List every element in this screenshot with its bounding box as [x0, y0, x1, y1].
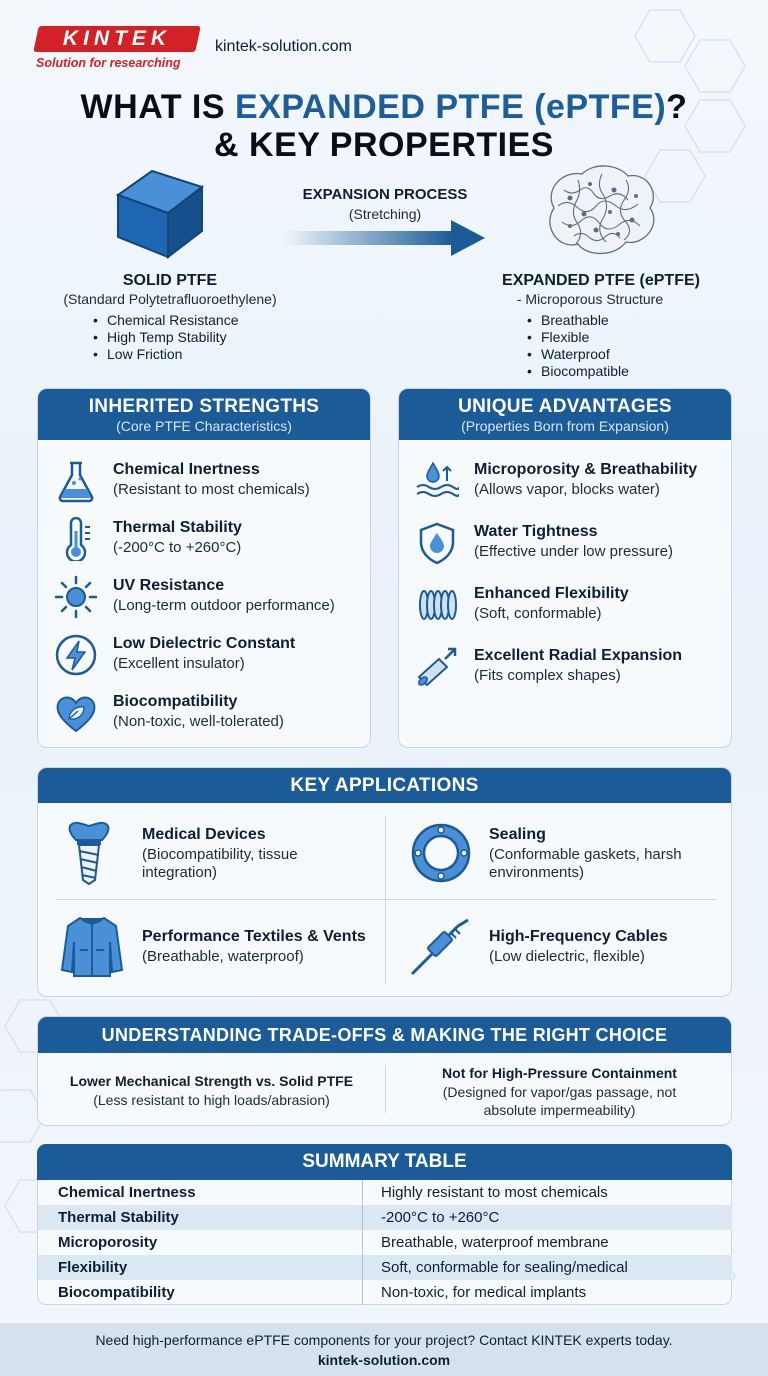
list-item: • High Temp Stability — [93, 329, 239, 346]
item-title: UV Resistance — [113, 577, 225, 594]
panel-header — [38, 768, 731, 803]
app-title: High-Frequency Cables — [489, 928, 668, 945]
eptfe-bullets — [527, 312, 629, 380]
app-title: Sealing — [489, 826, 546, 843]
solid-ptfe-title: SOLID PTFE — [122, 272, 218, 289]
logo-tagline: Solution for researching — [36, 56, 181, 70]
key-applications-panel — [37, 767, 732, 997]
vapor-drop-icon — [415, 459, 459, 503]
list-item: • Biocompatible — [527, 363, 629, 380]
app-title: Performance Textiles & Vents — [142, 928, 366, 945]
list-item — [399, 645, 731, 701]
app-desc-line1: (Low dielectric, flexible) — [489, 948, 645, 965]
cell-divider — [362, 1180, 363, 1205]
title-part1: WHAT IS — [80, 88, 236, 126]
tradeoff-right-title: Not for High-Pressure Containment — [442, 1065, 677, 1081]
tradeoff-right-desc2: absolute impermeability) — [483, 1102, 636, 1118]
heart-leaf-icon — [54, 691, 98, 735]
table-cell-value: Breathable, waterproof membrane — [381, 1234, 609, 1251]
table-cell-property: Thermal Stability — [58, 1209, 179, 1226]
list-item: • Flexible — [527, 329, 629, 346]
table-cell-value: Soft, conformable for sealing/medical — [381, 1259, 628, 1276]
list-item — [38, 459, 370, 515]
list-item — [399, 521, 731, 577]
tube-expand-icon — [415, 645, 459, 689]
panel-header — [38, 389, 370, 440]
app-desc-line2: environments) — [489, 864, 585, 881]
table-cell-property: Chemical Inertness — [58, 1184, 196, 1201]
header-site-link[interactable]: kintek-solution.com — [215, 38, 352, 55]
unique-advantages-panel — [398, 388, 732, 748]
item-title: Excellent Radial Expansion — [474, 647, 683, 664]
title-part2: ? — [666, 88, 688, 126]
item-title: Microporosity & Breathability — [474, 461, 698, 478]
list-item — [399, 583, 731, 639]
list-item — [38, 633, 370, 689]
item-title: Enhanced Flexibility — [474, 585, 629, 602]
gasket-icon — [410, 822, 472, 884]
panel-subtitle: (Properties Born from Expansion) — [461, 418, 669, 434]
item-desc: (Non-toxic, well-tolerated) — [113, 713, 284, 730]
page-title — [0, 88, 768, 127]
jacket-icon — [60, 914, 124, 980]
microporous-structure-icon — [540, 160, 662, 260]
list-item: • Breathable — [527, 312, 629, 329]
table-cell-property: Biocompatibility — [58, 1284, 175, 1301]
cell-divider — [362, 1255, 363, 1280]
thermometer-icon — [54, 517, 98, 561]
table-row — [38, 1205, 732, 1230]
list-item: • Low Friction — [93, 346, 239, 363]
panel-title: UNDERSTANDING TRADE-OFFS & MAKING THE RIGHT CHOICE — [101, 1025, 668, 1045]
title-accent: EXPANDED PTFE (ePTFE) — [235, 88, 667, 126]
app-title: Medical Devices — [142, 826, 266, 843]
solid-ptfe-bullets — [93, 312, 239, 363]
eptfe-subtitle: - Microporous Structure — [516, 291, 664, 307]
summary-table-header — [37, 1144, 732, 1180]
flask-icon — [54, 459, 98, 503]
lightning-icon — [54, 633, 98, 677]
table-row — [38, 1280, 732, 1305]
item-title: Thermal Stability — [113, 519, 242, 536]
list-item: • Chemical Resistance — [93, 312, 239, 329]
expansion-process-label: EXPANSION PROCESS — [302, 186, 468, 203]
summary-table-title: SUMMARY TABLE — [302, 1151, 467, 1172]
item-desc: (Soft, conformable) — [474, 605, 602, 622]
shield-drop-icon — [415, 521, 459, 565]
tradeoffs-panel — [37, 1016, 732, 1126]
app-desc-line2: integration) — [142, 864, 218, 881]
tradeoff-right-desc1: (Designed for vapor/gas passage, not — [442, 1084, 677, 1100]
table-cell-value: Non-toxic, for medical implants — [381, 1284, 587, 1301]
list-item — [38, 691, 370, 747]
app-desc-line1: (Biocompatibility, tissue — [142, 846, 298, 863]
solid-ptfe-cube-icon — [110, 165, 210, 265]
dental-implant-icon — [64, 820, 114, 886]
panel-title: KEY APPLICATIONS — [290, 775, 479, 796]
cell-divider — [362, 1280, 363, 1305]
table-cell-value: Highly resistant to most chemicals — [381, 1184, 608, 1201]
table-cell-property: Microporosity — [58, 1234, 158, 1251]
panel-title: UNIQUE ADVANTAGES — [458, 396, 672, 417]
horizontal-divider — [56, 899, 716, 900]
footer-cta: Need high-performance ePTFE components for your project? Contact KINTEK experts today. — [95, 1332, 673, 1348]
vertical-divider — [385, 816, 386, 984]
item-desc: (Resistant to most chemicals) — [113, 481, 310, 498]
item-desc: (Long-term outdoor performance) — [113, 597, 335, 614]
logo: KINTEK — [62, 27, 172, 50]
list-item — [38, 517, 370, 573]
list-item: • Waterproof — [527, 346, 629, 363]
table-row — [38, 1180, 732, 1205]
item-title: Biocompatibility — [113, 693, 238, 710]
item-title: Chemical Inertness — [113, 461, 260, 478]
cell-divider — [362, 1205, 363, 1230]
table-cell-value: -200°C to +260°C — [381, 1209, 500, 1226]
item-desc: (Fits complex shapes) — [474, 667, 621, 684]
item-title: Water Tightness — [474, 523, 598, 540]
expansion-arrow-icon — [285, 218, 490, 258]
item-desc: (Effective under low pressure) — [474, 543, 673, 560]
tradeoff-left-desc: (Less resistant to high loads/abrasion) — [93, 1092, 330, 1108]
table-row — [38, 1255, 732, 1280]
tradeoff-left-title: Lower Mechanical Strength vs. Solid PTFE — [69, 1073, 354, 1089]
footer-link[interactable]: kintek-solution.com — [317, 1352, 451, 1368]
item-title: Low Dielectric Constant — [113, 635, 296, 652]
solid-ptfe-subtitle: (Standard Polytetrafluoroethylene) — [63, 291, 277, 307]
app-desc-line1: (Conformable gaskets, harsh — [489, 846, 682, 863]
panel-header — [38, 1017, 731, 1053]
cell-divider — [362, 1230, 363, 1255]
sun-icon — [54, 575, 98, 619]
panel-subtitle: (Core PTFE Characteristics) — [116, 418, 292, 434]
item-desc: (Allows vapor, blocks water) — [474, 481, 660, 498]
spring-icon — [415, 583, 459, 627]
table-row — [38, 1230, 732, 1255]
eptfe-title: EXPANDED PTFE (ePTFE) — [502, 272, 700, 289]
list-item — [38, 575, 370, 631]
panel-header — [399, 389, 731, 440]
inherited-strengths-panel — [37, 388, 371, 748]
expansion-process-sub: (Stretching) — [348, 206, 422, 222]
page-title-line2: & KEY PROPERTIES — [214, 126, 554, 164]
panel-title: INHERITED STRENGTHS — [88, 396, 320, 417]
list-item — [399, 459, 731, 515]
footer-bar — [0, 1323, 768, 1376]
app-desc-line1: (Breathable, waterproof) — [142, 948, 304, 965]
cable-icon — [410, 918, 472, 976]
table-cell-property: Flexibility — [58, 1259, 128, 1276]
item-desc: (Excellent insulator) — [113, 655, 245, 672]
item-desc: (-200°C to +260°C) — [113, 539, 242, 556]
